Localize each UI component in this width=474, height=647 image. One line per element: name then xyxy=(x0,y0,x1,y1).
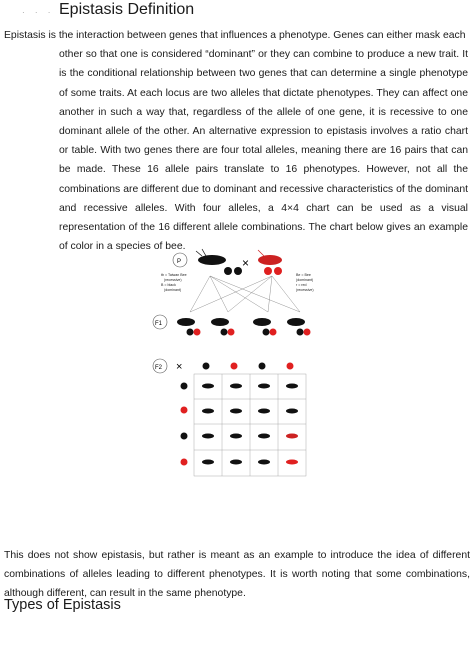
f2-header-col xyxy=(181,383,188,466)
legend-right-1: Be = Bee xyxy=(296,273,311,277)
header-decoration: · · · xyxy=(22,8,55,17)
red-bee-icon xyxy=(258,255,282,265)
legend-left-3: B = black xyxy=(161,283,176,287)
intro-paragraph xyxy=(4,26,468,256)
intro-first-line: Epistasis is the interaction between genes that influences a phenotype. Genes can either mask each xyxy=(4,30,466,41)
f1-bees xyxy=(177,318,311,336)
cross-lines xyxy=(190,276,300,312)
legend-left-1: tb = Taiwan Bee xyxy=(161,273,187,277)
legend-right-3: r = red xyxy=(296,283,307,287)
gen-f1-label: F1 xyxy=(155,321,163,327)
page-title: Epistasis Definition xyxy=(59,1,195,18)
gen-f2-label: F2 xyxy=(155,365,163,371)
allele-dot-black xyxy=(224,267,232,275)
gen-p-label: P xyxy=(177,259,182,265)
legend-right-2: (dominant) xyxy=(296,278,314,282)
legend-right-4: (recessive) xyxy=(296,288,314,292)
intro-indented-text: other so that one is considered “dominant” or they can combine to produce a new trait. It is the conditional relationship between two genes that can determine a single phenotype of some traits. At each locus are two alleles that dictate phenotypes. They can affect one another in such a way that, regardless of the allele of one gene, it is recessive to one dominant allele of the other. An alternative expression to epistasis involves a ratio chart or table. With two genes there are four total alleles, meaning there are 16 pairs that can be made. These 16 allele pairs translate to 16 phenotypes. However, not all the combinations are different due to dominant and recessive characteristics of the dominant and recessive alleles. With four alleles, a 4×4 chart can be used as a visual representation of the 16 different allele combinations. The chart below gives an example of color in a species of bee. xyxy=(59,49,468,253)
closing-paragraph: This does not show epistasis, but rather is meant as an example to introduce the idea of different combinations of alleles leading to different phenotypes. It is worth noting that some combinations, although different, can result in the same phenotype. xyxy=(4,550,470,600)
legend-left-4: (dominant) xyxy=(164,288,182,292)
black-bee-icon xyxy=(198,255,226,265)
f2-cross-symbol: × xyxy=(176,361,183,373)
section-heading: Types of Epistasis xyxy=(4,597,121,613)
bee-cross-figure xyxy=(150,248,330,480)
cross-symbol: × xyxy=(242,256,250,270)
f2-header-row xyxy=(203,363,294,370)
legend-left-2: (recessive) xyxy=(164,278,182,282)
bee-cross-diagram xyxy=(150,248,330,480)
